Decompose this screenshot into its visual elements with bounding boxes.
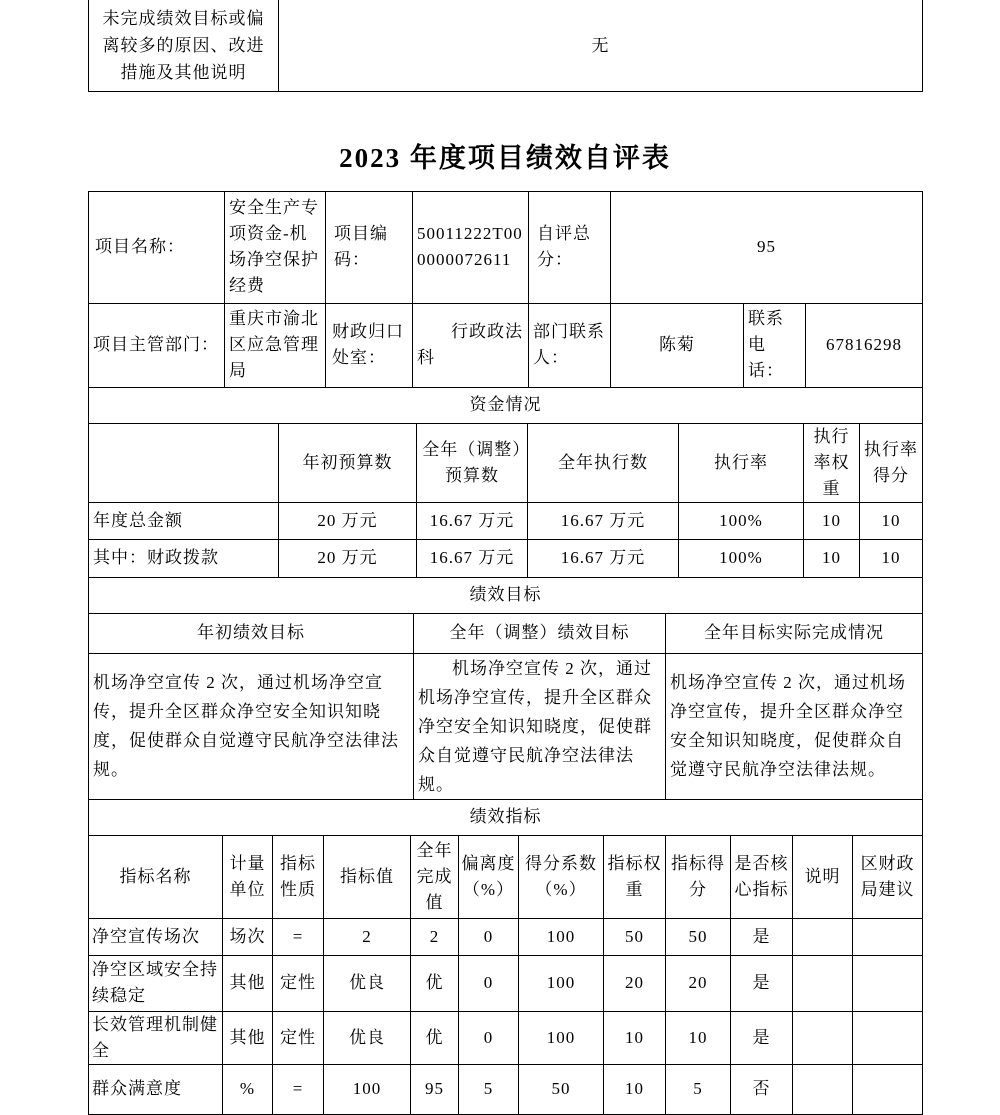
table-row bbox=[89, 613, 923, 653]
funding-cell: 16.67 万元 bbox=[528, 539, 679, 577]
indicator-col-header: 指标名称 bbox=[89, 835, 223, 918]
indicator-cell: 是 bbox=[731, 1011, 793, 1064]
indicator-cell: 95 bbox=[411, 1064, 459, 1114]
carryover-note-table bbox=[88, 0, 923, 92]
goal-col-header: 年初绩效目标 bbox=[89, 613, 414, 653]
table-row bbox=[89, 918, 923, 955]
funding-col-header: 年初预算数 bbox=[279, 423, 417, 502]
unfinished-goal-reason-label: 未完成绩效目标或偏离较多的原因、改进措施及其他说明 bbox=[89, 0, 279, 91]
indicator-cell: 100 bbox=[519, 918, 604, 955]
funding-section-title: 资金情况 bbox=[89, 387, 923, 423]
indicator-col-header: 偏离度（%） bbox=[459, 835, 519, 918]
funding-col-header: 执行率 bbox=[679, 423, 804, 502]
funding-cell: 10 bbox=[860, 502, 923, 539]
table-row bbox=[89, 799, 923, 835]
indicator-cell: 其他 bbox=[223, 1011, 273, 1064]
indicator-col-header: 指标性质 bbox=[273, 835, 324, 918]
funding-cell: 20 万元 bbox=[279, 502, 417, 539]
self-score-value: 95 bbox=[611, 191, 923, 303]
finance-office-label: 财政归口处室： bbox=[326, 303, 413, 387]
funding-col-header-empty bbox=[89, 423, 279, 502]
indicator-cell: 2 bbox=[411, 918, 459, 955]
indicator-cell: 100 bbox=[519, 955, 604, 1011]
indicator-cell: 优良 bbox=[324, 1011, 411, 1064]
indicator-cell bbox=[793, 955, 853, 1011]
contact-value: 陈菊 bbox=[611, 303, 744, 387]
funding-cell: 10 bbox=[804, 539, 860, 577]
project-code-value: 50011222T000000072611 bbox=[413, 191, 529, 303]
indicators-table bbox=[88, 799, 923, 1115]
indicator-cell: 定性 bbox=[273, 955, 324, 1011]
funding-col-header: 全年（调整）预算数 bbox=[417, 423, 528, 502]
table-row bbox=[89, 835, 923, 918]
indicator-cell: 10 bbox=[604, 1011, 666, 1064]
indicator-col-header: 得分系数（%） bbox=[519, 835, 604, 918]
indicator-cell: 2 bbox=[324, 918, 411, 955]
funding-col-header: 全年执行数 bbox=[528, 423, 679, 502]
indicator-cell: = bbox=[273, 1064, 324, 1114]
table-row bbox=[89, 1011, 923, 1064]
indicator-cell: 优 bbox=[411, 955, 459, 1011]
funding-cell: 16.67 万元 bbox=[417, 539, 528, 577]
goal-adjusted-text: 机场净空宣传 2 次，通过机场净空宣传，提升全区群众净空安全知识知晓度，促使群众自觉遵守民航净空法律法规。 bbox=[414, 653, 666, 799]
page-title: 2023 年度项目绩效自评表 bbox=[339, 142, 671, 173]
indicators-section-title: 绩效指标 bbox=[89, 799, 923, 835]
indicator-cell: 0 bbox=[459, 918, 519, 955]
indicator-cell: 10 bbox=[604, 1064, 666, 1114]
funding-cell: 20 万元 bbox=[279, 539, 417, 577]
indicator-cell: 优 bbox=[411, 1011, 459, 1064]
indicator-cell bbox=[853, 955, 923, 1011]
unfinished-goal-reason-value: 无 bbox=[279, 0, 923, 91]
funding-row-label: 其中：财政拨款 bbox=[89, 539, 279, 577]
project-name-value: 安全生产专项资金-机场净空保护经费 bbox=[225, 191, 326, 303]
table-row bbox=[89, 502, 923, 539]
funding-col-header: 执行率权重 bbox=[804, 423, 860, 502]
table-row bbox=[89, 539, 923, 577]
indicator-cell: 20 bbox=[666, 955, 731, 1011]
indicator-cell: 场次 bbox=[223, 918, 273, 955]
indicator-cell: 50 bbox=[519, 1064, 604, 1114]
indicator-cell bbox=[853, 918, 923, 955]
project-name-label: 项目名称： bbox=[89, 191, 225, 303]
indicator-cell bbox=[853, 1011, 923, 1064]
indicator-cell: 否 bbox=[731, 1064, 793, 1114]
indicator-name: 长效管理机制健全 bbox=[89, 1011, 223, 1064]
funding-cell: 16.67 万元 bbox=[528, 502, 679, 539]
dept-value: 重庆市渝北区应急管理局 bbox=[225, 303, 326, 387]
indicator-col-header: 指标值 bbox=[324, 835, 411, 918]
funding-col-header: 执行率得分 bbox=[860, 423, 923, 502]
funding-cell: 10 bbox=[860, 539, 923, 577]
indicator-col-header: 是否核心指标 bbox=[731, 835, 793, 918]
indicator-name: 净空区域安全持续稳定 bbox=[89, 955, 223, 1011]
table-row bbox=[89, 955, 923, 1011]
indicator-cell: 其他 bbox=[223, 955, 273, 1011]
phone-value: 67816298 bbox=[806, 303, 923, 387]
dept-label: 项目主管部门： bbox=[89, 303, 225, 387]
indicator-cell: 5 bbox=[666, 1064, 731, 1114]
table-row bbox=[89, 577, 923, 613]
goal-col-header: 全年目标实际完成情况 bbox=[666, 613, 923, 653]
indicator-col-header: 全年完成值 bbox=[411, 835, 459, 918]
indicator-name: 群众满意度 bbox=[89, 1064, 223, 1114]
indicator-cell bbox=[793, 1011, 853, 1064]
table-row bbox=[89, 303, 923, 387]
funding-cell: 100% bbox=[679, 539, 804, 577]
goal-actual-text: 机场净空宣传 2 次，通过机场净空宣传，提升全区群众净空安全知识知晓度，促使群众自觉遵守民航净空法律法规。 bbox=[666, 653, 923, 799]
table-row bbox=[89, 387, 923, 423]
indicator-cell: 100 bbox=[519, 1011, 604, 1064]
goals-table bbox=[88, 577, 923, 800]
goals-section-title: 绩效目标 bbox=[89, 577, 923, 613]
goal-col-header: 全年（调整）绩效目标 bbox=[414, 613, 666, 653]
indicator-col-header: 指标得分 bbox=[666, 835, 731, 918]
funding-cell: 100% bbox=[679, 502, 804, 539]
table-row bbox=[89, 1064, 923, 1114]
project-code-label: 项目编码： bbox=[326, 191, 413, 303]
indicator-col-header: 指标权重 bbox=[604, 835, 666, 918]
indicator-cell: 优良 bbox=[324, 955, 411, 1011]
phone-label: 联系电话： bbox=[744, 303, 806, 387]
indicator-cell: 50 bbox=[666, 918, 731, 955]
funding-table bbox=[88, 387, 923, 578]
table-row bbox=[89, 423, 923, 502]
finance-office-value: 行政政法科 bbox=[413, 303, 529, 387]
indicator-cell: 0 bbox=[459, 1011, 519, 1064]
indicator-cell: 10 bbox=[666, 1011, 731, 1064]
project-info-table bbox=[88, 191, 923, 388]
indicator-cell: 0 bbox=[459, 955, 519, 1011]
indicator-col-header: 区财政局建议 bbox=[853, 835, 923, 918]
table-row bbox=[89, 0, 923, 91]
indicator-cell: 是 bbox=[731, 955, 793, 1011]
indicator-cell: 20 bbox=[604, 955, 666, 1011]
self-score-label: 自评总分： bbox=[529, 191, 611, 303]
indicator-cell: % bbox=[223, 1064, 273, 1114]
funding-row-label: 年度总金额 bbox=[89, 502, 279, 539]
funding-cell: 16.67 万元 bbox=[417, 502, 528, 539]
indicator-cell: 是 bbox=[731, 918, 793, 955]
indicator-cell bbox=[793, 918, 853, 955]
table-row bbox=[89, 653, 923, 799]
table-row bbox=[89, 191, 923, 303]
indicator-name: 净空宣传场次 bbox=[89, 918, 223, 955]
funding-cell: 10 bbox=[804, 502, 860, 539]
indicator-cell: 50 bbox=[604, 918, 666, 955]
contact-label: 部门联系人： bbox=[529, 303, 611, 387]
indicator-cell: 定性 bbox=[273, 1011, 324, 1064]
indicator-cell: = bbox=[273, 918, 324, 955]
indicator-cell bbox=[853, 1064, 923, 1114]
indicator-cell: 100 bbox=[324, 1064, 411, 1114]
indicator-col-header: 计量单位 bbox=[223, 835, 273, 918]
indicator-col-header: 说明 bbox=[793, 835, 853, 918]
indicator-cell bbox=[793, 1064, 853, 1114]
goal-initial-text: 机场净空宣传 2 次，通过机场净空宣传，提升全区群众净空安全知识知晓度，促使群众自觉遵守民航净空法律法规。 bbox=[89, 653, 414, 799]
indicator-cell: 5 bbox=[459, 1064, 519, 1114]
